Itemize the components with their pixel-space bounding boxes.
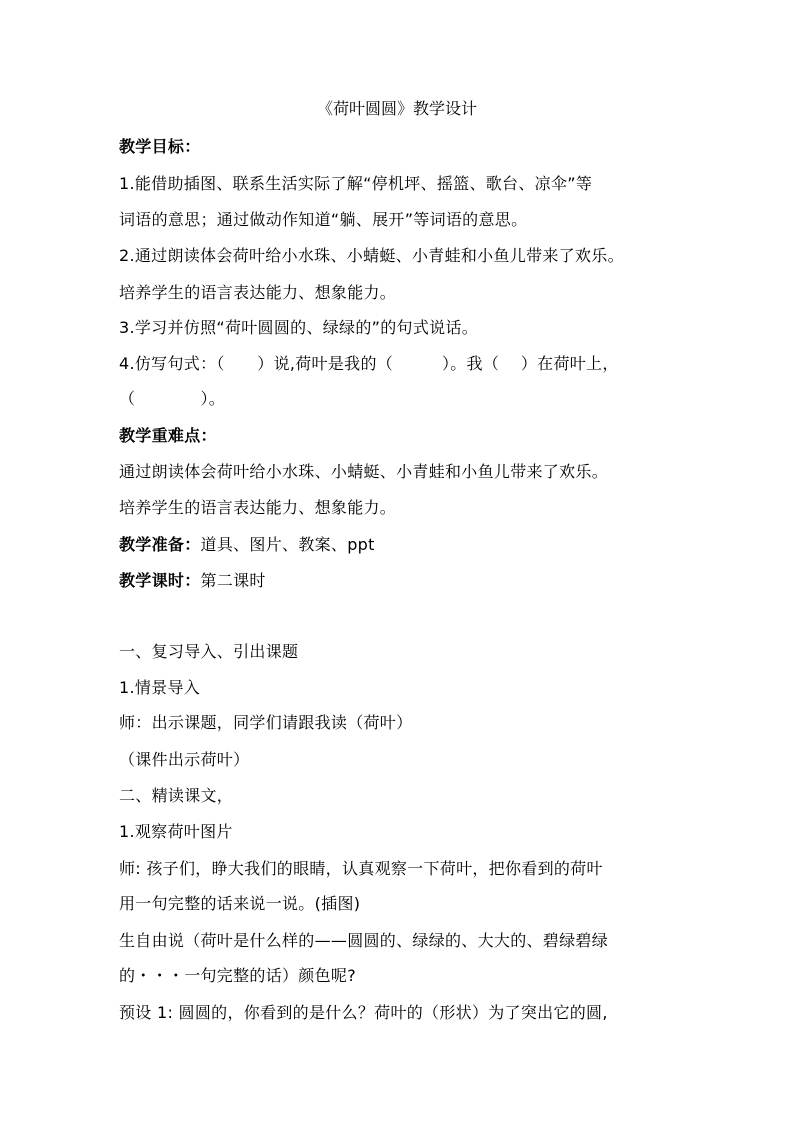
- preparation-line: [119, 535, 699, 555]
- preparation-label: 教学准备：: [119, 535, 201, 554]
- key-points-line-1: 通过朗读体会荷叶给小水珠、小蜻蜓、小青蛙和小鱼儿带来了欢乐。: [119, 462, 609, 481]
- goal-item-1-line-1: 1.能借助插图、联系生活实际了解“停机坪、摇篮、歌台、凉伞”等: [119, 174, 593, 193]
- hours-label: 教学课时：: [119, 571, 201, 590]
- teacher-line-2a: 师: 孩子们，睁大我们的眼睛，认真观察一下荷叶，把你看到的荷叶: [119, 859, 603, 878]
- hours-line: [119, 571, 699, 591]
- section-2-heading: 二、精读课文，: [119, 786, 234, 805]
- students-line-b: 的・・・一句完整的话）颜色呢?: [119, 966, 356, 985]
- note-line-1: （课件出示荷叶）: [119, 750, 250, 769]
- step-1: 1.情景导入: [119, 678, 201, 697]
- goal-item-4-line-2: （ ）。: [119, 389, 226, 408]
- step-2: 1.观察荷叶图片: [119, 822, 233, 841]
- goal-item-1-line-2: 词语的意思；通过做动作知道“躺、展开”等词语的意思。: [119, 210, 528, 229]
- goal-item-2-line-2: 培养学生的语言表达能力、想象能力。: [119, 283, 397, 302]
- goal-item-4-line-1: 4.仿写句式：（ ）说,荷叶是我的（ ）。我（ ）在荷叶上，: [119, 354, 619, 373]
- key-points-heading: 教学重难点：: [119, 426, 217, 445]
- section-1-heading: 一、复习导入、引出课题: [119, 642, 299, 661]
- teacher-line-2b: 用一句完整的话来说一说。(插图): [119, 894, 361, 913]
- hours-value: 第二课时: [200, 571, 266, 590]
- preset-line-1: 预设 1: 圆圆的，你看到的是什么？荷叶的（形状）为了突出它的圆,: [119, 1003, 608, 1022]
- goal-item-3: 3.学习并仿照“荷叶圆圆的、绿绿的”的句式说话。: [119, 318, 479, 337]
- students-line-a: 生自由说（荷叶是什么样的——圆圆的、绿绿的、大大的、碧绿碧绿: [119, 931, 609, 950]
- document-title: 《荷叶圆圆》教学设计: [316, 99, 477, 118]
- goals-heading: 教学目标：: [119, 137, 201, 156]
- goal-item-2-line-1: 2.通过朗读体会荷叶给小水珠、小蜻蜓、小青蛙和小鱼儿带来了欢乐。: [119, 246, 624, 265]
- teacher-line-1: 师：出示课题，同学们请跟我读（荷叶）: [119, 713, 413, 732]
- preparation-value: 道具、图片、教案、ppt: [200, 535, 375, 554]
- key-points-line-2: 培养学生的语言表达能力、想象能力。: [119, 498, 397, 517]
